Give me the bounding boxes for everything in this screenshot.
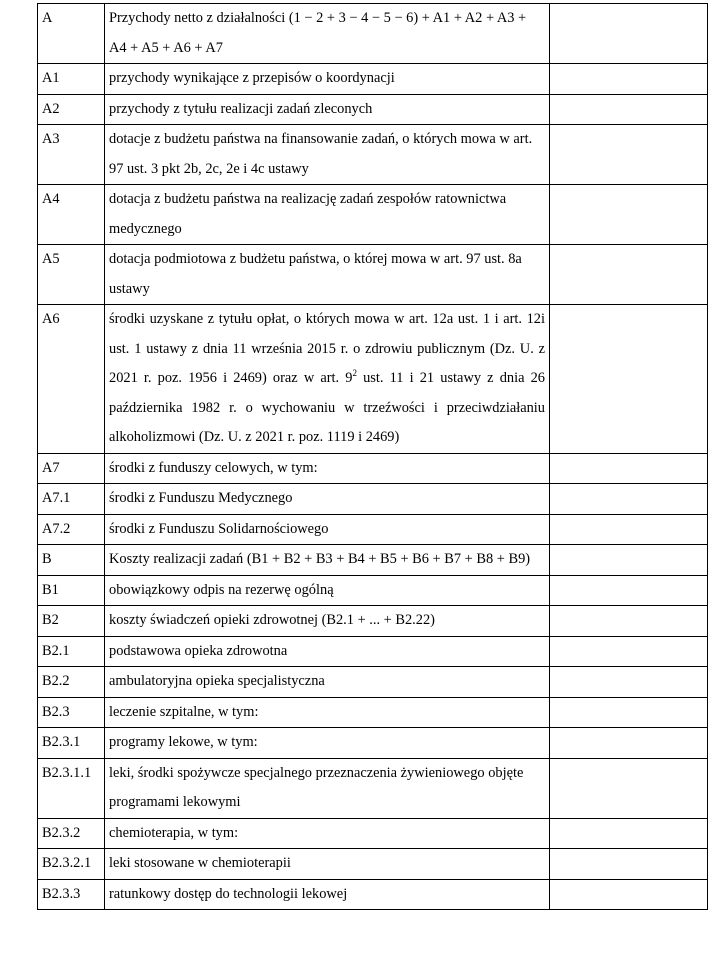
row-description: dotacje z budżetu państwa na finansowanie zadań, o których mowa w art. 97 ust. 3 pkt 2b, 2c, 2e i 4c ustawy (105, 125, 550, 185)
row-code: B2.1 (38, 636, 105, 667)
row-value (550, 758, 708, 818)
row-code: A7.1 (38, 484, 105, 515)
row-value (550, 484, 708, 515)
table-row (38, 245, 708, 305)
row-value (550, 606, 708, 637)
row-value (550, 125, 708, 185)
row-code: A1 (38, 64, 105, 95)
row-description: leki stosowane w chemioterapii (105, 849, 550, 880)
row-value (550, 453, 708, 484)
row-value (550, 879, 708, 910)
row-code: B2.3.2 (38, 818, 105, 849)
row-code: B1 (38, 575, 105, 606)
row-value (550, 545, 708, 576)
table-row (38, 545, 708, 576)
table-row (38, 728, 708, 759)
row-code: A (38, 4, 105, 64)
row-value (550, 4, 708, 64)
table-row (38, 185, 708, 245)
row-description: ambulatoryjna opieka specjalistyczna (105, 667, 550, 698)
row-value (550, 697, 708, 728)
row-code: B2.3.1 (38, 728, 105, 759)
row-code: B2.2 (38, 667, 105, 698)
row-code: B (38, 545, 105, 576)
table-row (38, 64, 708, 95)
row-value (550, 667, 708, 698)
row-value (550, 305, 708, 454)
table-row (38, 849, 708, 880)
row-description: środki z Funduszu Medycznego (105, 484, 550, 515)
row-code: A7.2 (38, 514, 105, 545)
desc-text: ust. 11 i 21 ustawy z dnia 26 października 1982 r. o wychowaniu w trzeźwości i przeciwdziałaniu alkoholizmowi (Dz. U. z 2021 r. poz. 1119 i 2469) (109, 370, 545, 445)
row-description: obowiązkowy odpis na rezerwę ogólną (105, 575, 550, 606)
row-description: dotacja z budżetu państwa na realizację zadań zespołów ratownictwa medycznego (105, 185, 550, 245)
row-value (550, 245, 708, 305)
row-value (550, 94, 708, 125)
row-description: leki, środki spożywcze specjalnego przeznaczenia żywieniowego objęte programami lekowymi (105, 758, 550, 818)
row-description: ratunkowy dostęp do technologii lekowej (105, 879, 550, 910)
row-value (550, 728, 708, 759)
row-code: B2.3.1.1 (38, 758, 105, 818)
table-row (38, 94, 708, 125)
table-row (38, 305, 708, 454)
table-row (38, 697, 708, 728)
table-row (38, 636, 708, 667)
row-code: B2.3.3 (38, 879, 105, 910)
table-row (38, 514, 708, 545)
row-description: programy lekowe, w tym: (105, 728, 550, 759)
table-row (38, 453, 708, 484)
row-code: A6 (38, 305, 105, 454)
row-code: B2.3.2.1 (38, 849, 105, 880)
desc-text: środki uzyskane z tytułu opłat, o których mowa w art. 12a ust. 1 i art. 12i ust. 1 ustawy z dnia 11 września 2015 r. o zdrowiu publicznym (Dz. U. z 2021 r. poz. 1956 i 2469) oraz w art. 9 (109, 311, 545, 386)
row-value (550, 818, 708, 849)
row-code: B2 (38, 606, 105, 637)
row-value (550, 514, 708, 545)
row-value (550, 849, 708, 880)
table-row (38, 606, 708, 637)
row-code: A2 (38, 94, 105, 125)
row-description: Przychody netto z działalności (1 − 2 + 3 − 4 − 5 − 6) + A1 + A2 + A3 + A4 + A5 + A6 + A7 (105, 4, 550, 64)
row-description: koszty świadczeń opieki zdrowotnej (B2.1 + ... + B2.22) (105, 606, 550, 637)
row-code: A3 (38, 125, 105, 185)
table-row (38, 125, 708, 185)
table-row (38, 667, 708, 698)
row-code: A7 (38, 453, 105, 484)
row-description: Koszty realizacji zadań (B1 + B2 + B3 + B4 + B5 + B6 + B7 + B8 + B9) (105, 545, 550, 576)
row-description: środki z funduszy celowych, w tym: (105, 453, 550, 484)
table-row (38, 758, 708, 818)
table-row (38, 4, 708, 64)
row-description (105, 305, 550, 454)
row-value (550, 636, 708, 667)
row-value (550, 575, 708, 606)
table-row (38, 879, 708, 910)
row-description: przychody z tytułu realizacji zadań zleconych (105, 94, 550, 125)
table-row (38, 575, 708, 606)
financial-plan-table (37, 3, 708, 910)
row-code: A5 (38, 245, 105, 305)
row-description: chemioterapia, w tym: (105, 818, 550, 849)
row-value (550, 185, 708, 245)
superscript: 2 (352, 368, 357, 379)
row-code: B2.3 (38, 697, 105, 728)
row-description: leczenie szpitalne, w tym: (105, 697, 550, 728)
row-description: podstawowa opieka zdrowotna (105, 636, 550, 667)
row-description: przychody wynikające z przepisów o koordynacji (105, 64, 550, 95)
row-description: dotacja podmiotowa z budżetu państwa, o której mowa w art. 97 ust. 8a ustawy (105, 245, 550, 305)
table-row (38, 818, 708, 849)
row-value (550, 64, 708, 95)
row-code: A4 (38, 185, 105, 245)
table-row (38, 484, 708, 515)
row-description: środki z Funduszu Solidarnościowego (105, 514, 550, 545)
